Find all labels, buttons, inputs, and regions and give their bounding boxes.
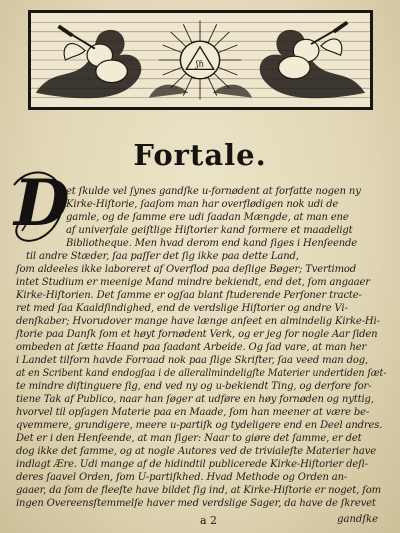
text-line: deres ſaavel Orden, ſom U-partiſkhed. Hvad Methode og Orden an-: [16, 472, 348, 483]
text-line: Bibliotheque. Men hvad derom end kand ſiges i Henſeende: [66, 238, 358, 249]
text-line: ſom aldeeles ikke laboreret af Overflod paa deſlige Bøger; Tvertimod: [16, 264, 357, 275]
headpiece-engraving: [31, 13, 370, 107]
signature-mark: a 2: [200, 514, 218, 527]
text-line: intet Studium er meenige Mand mindre bekiendt, end det, ſom angaaer: [16, 277, 370, 288]
text-line: Kirke-Hiſtorie, ſaaſom man har overflødigen nok udi de: [66, 199, 339, 210]
text-line: i Landet tilforn havde Forraad nok paa ſlige Skrifter, ſaa veed man dog,: [16, 355, 368, 366]
text-line: ingen Overeensſtemmelſe haver med verdslige Sager, da have de ſkrevet: [16, 498, 376, 509]
text-line: ſtorie paa Danſk ſom et høyt fornødent Verk, og er jeg for nogle Aar ſiden: [16, 329, 378, 340]
ornamental-headpiece: [28, 10, 373, 110]
text-line: gaaer, da ſom de fleeſte have bildet ſig ind, at Kirke-Hiſtorie er noget, ſom: [16, 485, 381, 496]
text-line: gamle, og de ſamme ere udi ſaadan Mængde, at man ene: [66, 212, 349, 223]
text-line: te mindre diſtinguere ſig, end ved ny og u-bekiendt Ting, og derfore for-: [16, 381, 372, 392]
text-line: et ſkulde vel ſynes gandſke u-fornødent at forfatte nogen ny: [66, 186, 361, 197]
catchword: gandſke: [337, 514, 378, 525]
text-line: dog ikke det ſamme, og at nogle Autores ved de trivialeſte Materier have: [16, 446, 377, 457]
svg-text:ʃɦ: ʃɦ: [195, 59, 205, 70]
text-line: af univerſale geiſtlige Hiſtorier kand formere et maadeligt: [66, 225, 353, 236]
page-title: Fortale.: [133, 138, 267, 172]
text-line: qvemmere, grundigere, meere u-partiſk og tydeligere end en Deel andres.: [16, 420, 383, 431]
text-line: at en Scribent kand endogſaa i de allerallmindeligſte Materier undertiden ſæt-: [16, 368, 387, 379]
text-line: ombeden at ſætte Haand paa ſaadant Arbeide. Og ſad vare, at man her: [16, 342, 367, 353]
text-line: Kirke-Hiſtorien. Det ſamme er ogſaa blant ſtuderende Perſoner tracte-: [16, 290, 362, 301]
text-line: tiene Tak af Publico, naar han ſøger at udføre en høy fornøden og nyttig,: [16, 394, 374, 405]
text-line: til andre Stæder, ſaa paſſer det ſig ikke paa dette Land,: [26, 251, 299, 262]
text-line: indlagt Ære. Udi mange af de hidindtil publicerede Kirke-Hiſtorier deſi-: [16, 459, 368, 470]
text-line: Det er i den Henſeende, at man ſiger: Naar to giøre det ſamme, er det: [16, 433, 362, 444]
text-line: denſkaber; Hvorudover mange have længe anſeet en almindelig Kirke-Hi-: [16, 316, 380, 327]
decorated-initial: D: [14, 166, 70, 241]
text-line: hvorvel til opſagen Materie paa en Maade, ſom han meener at være be-: [16, 407, 370, 418]
text-line: ret med ſaa Kaaldſindighed, end de verdslige Hiſtorier og andre Vi-: [16, 303, 348, 314]
